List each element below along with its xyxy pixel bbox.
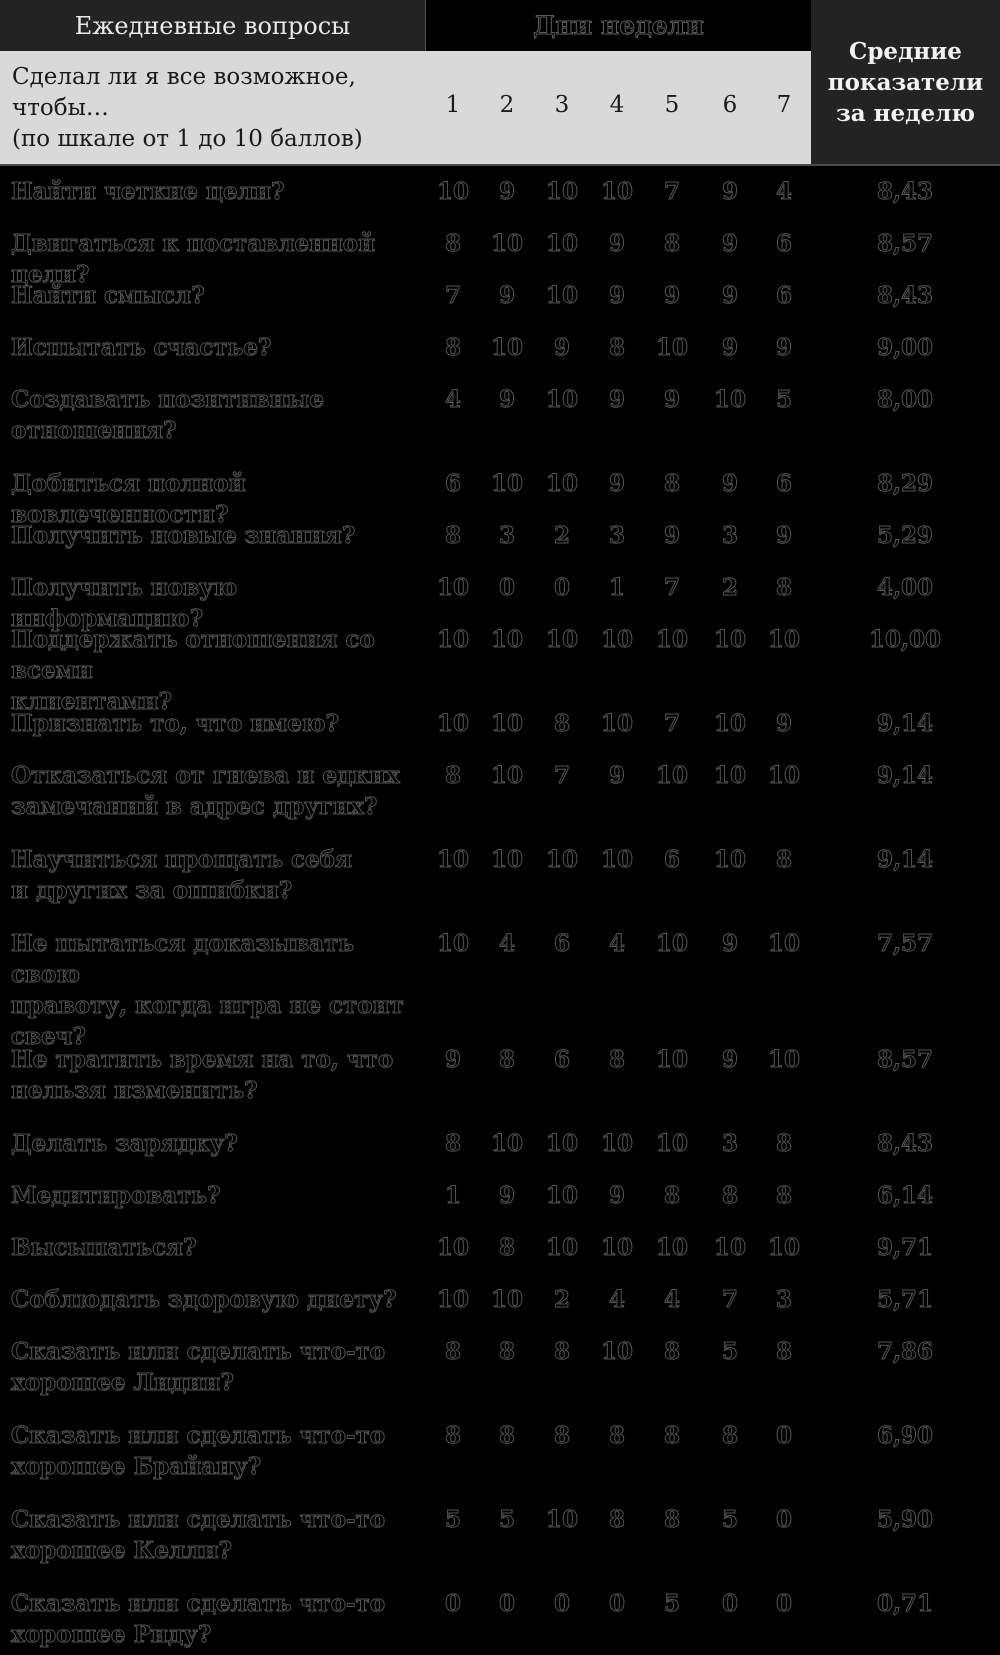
day-score-1: 8 [444, 1422, 461, 1449]
day-score-2: 9 [498, 282, 515, 309]
day-score-7: 5 [775, 386, 792, 413]
day-header-2: 2 [499, 92, 515, 118]
weekly-average: 7,86 [876, 1338, 934, 1365]
day-score-1: 8 [444, 230, 461, 257]
day-score-3: 10 [545, 1182, 578, 1209]
day-score-7: 8 [775, 1182, 792, 1209]
day-score-4: 10 [600, 1234, 633, 1261]
weekdays-header: Дни недели [426, 0, 811, 51]
question-text: Создавать позитивные отношения? [11, 386, 325, 444]
day-score-1: 10 [436, 574, 469, 601]
day-score-5: 8 [663, 1422, 680, 1449]
day-score-6: 9 [721, 230, 738, 257]
weekly-average: 8,57 [876, 230, 934, 257]
day-score-7: 10 [767, 762, 800, 789]
day-score-2: 10 [490, 626, 523, 653]
day-score-1: 8 [444, 1130, 461, 1157]
day-score-5: 10 [655, 762, 688, 789]
question-text: Сказать или сделать что-то хорошее Брайану? [11, 1422, 386, 1480]
day-score-5: 10 [655, 1046, 688, 1073]
weekly-average: 5,71 [876, 1286, 934, 1313]
day-score-4: 10 [600, 846, 633, 873]
day-score-1: 10 [436, 930, 469, 957]
day-score-5: 10 [655, 1234, 688, 1261]
day-score-4: 10 [600, 710, 633, 737]
day-score-4: 4 [608, 930, 625, 957]
question-text: Делать зарядку? [11, 1130, 238, 1157]
day-header-7: 7 [776, 92, 792, 118]
weekly-average: 5,90 [876, 1506, 934, 1533]
day-score-6: 8 [721, 1422, 738, 1449]
day-score-1: 10 [436, 626, 469, 653]
weekly-average: 8,43 [876, 282, 934, 309]
day-score-4: 8 [608, 334, 625, 361]
day-score-1: 0 [444, 1590, 461, 1617]
day-score-3: 10 [545, 1234, 578, 1261]
day-score-5: 9 [663, 386, 680, 413]
question-text: Найти четкие цели? [11, 178, 285, 205]
day-score-3: 10 [545, 846, 578, 873]
day-score-6: 3 [721, 1130, 738, 1157]
day-score-4: 8 [608, 1046, 625, 1073]
day-score-1: 8 [444, 522, 461, 549]
question-text: Испытать счастье? [11, 334, 272, 361]
day-score-4: 9 [608, 230, 625, 257]
day-score-2: 10 [490, 334, 523, 361]
question-text: Соблюдать здоровую диету? [11, 1286, 397, 1313]
day-score-2: 4 [498, 930, 515, 957]
day-score-4: 4 [608, 1286, 625, 1313]
question-text: Сказать или сделать что-то хорошее Риду? [11, 1590, 386, 1648]
day-score-2: 10 [490, 762, 523, 789]
day-score-4: 0 [608, 1590, 625, 1617]
question-text: Не пытаться доказывать свою правоту, когда игра не стоит свеч? [11, 930, 404, 1050]
weekly-average: 9,00 [876, 334, 934, 361]
day-score-6: 9 [721, 334, 738, 361]
day-score-4: 9 [608, 1182, 625, 1209]
day-score-2: 0 [498, 1590, 515, 1617]
day-score-7: 9 [775, 522, 792, 549]
day-score-2: 10 [490, 1286, 523, 1313]
day-score-6: 10 [713, 386, 746, 413]
day-score-3: 10 [545, 1506, 578, 1533]
day-score-7: 6 [775, 282, 792, 309]
day-score-5: 6 [663, 846, 680, 873]
day-score-7: 9 [775, 334, 792, 361]
day-score-5: 10 [655, 1130, 688, 1157]
question-text: Медитировать? [11, 1182, 221, 1209]
day-score-5: 8 [663, 1506, 680, 1533]
question-text: Добиться полной вовлеченности? [11, 470, 246, 528]
day-score-4: 9 [608, 386, 625, 413]
day-score-5: 8 [663, 1338, 680, 1365]
day-score-5: 9 [663, 522, 680, 549]
day-score-5: 8 [663, 230, 680, 257]
day-score-1: 1 [444, 1182, 461, 1209]
day-score-1: 10 [436, 178, 469, 205]
day-score-3: 8 [553, 710, 570, 737]
weekly-average: 0,71 [876, 1590, 934, 1617]
day-header-4: 4 [609, 92, 625, 118]
weekly-average: 8,43 [876, 1130, 934, 1157]
weekly-average: 5,29 [876, 522, 934, 549]
day-score-3: 8 [553, 1338, 570, 1365]
day-score-3: 2 [553, 1286, 570, 1313]
question-prompt: Сделал ли я все возможное, чтобы… (по шкале от 1 до 10 баллов) [12, 64, 363, 152]
day-score-2: 9 [498, 386, 515, 413]
day-score-1: 4 [444, 386, 461, 413]
day-score-6: 10 [713, 762, 746, 789]
day-score-7: 0 [775, 1506, 792, 1533]
day-score-6: 10 [713, 846, 746, 873]
day-score-2: 10 [490, 230, 523, 257]
day-score-1: 5 [444, 1506, 461, 1533]
day-score-2: 10 [490, 470, 523, 497]
day-score-7: 10 [767, 1234, 800, 1261]
day-score-2: 8 [498, 1338, 515, 1365]
day-score-4: 10 [600, 1130, 633, 1157]
header-divider [0, 164, 1000, 166]
day-score-5: 8 [663, 1182, 680, 1209]
day-score-7: 8 [775, 1130, 792, 1157]
day-score-2: 5 [498, 1506, 515, 1533]
day-score-4: 1 [608, 574, 625, 601]
day-score-2: 9 [498, 1182, 515, 1209]
day-score-7: 3 [775, 1286, 792, 1313]
day-score-7: 9 [775, 710, 792, 737]
question-text: Поддержать отношения со всеми клиентами? [11, 626, 375, 715]
day-score-7: 0 [775, 1422, 792, 1449]
day-score-5: 7 [663, 710, 680, 737]
weekly-average: 9,14 [876, 762, 934, 789]
day-score-3: 8 [553, 1422, 570, 1449]
day-score-3: 10 [545, 230, 578, 257]
weekly-average: 9,14 [876, 710, 934, 737]
day-score-1: 10 [436, 710, 469, 737]
day-score-1: 8 [444, 334, 461, 361]
day-score-7: 8 [775, 846, 792, 873]
day-score-3: 6 [553, 930, 570, 957]
day-score-7: 10 [767, 930, 800, 957]
weekly-average: 6,14 [876, 1182, 934, 1209]
day-score-3: 2 [553, 522, 570, 549]
day-score-3: 9 [553, 334, 570, 361]
day-score-2: 10 [490, 1130, 523, 1157]
day-score-4: 10 [600, 626, 633, 653]
weekly-average: 9,14 [876, 846, 934, 873]
day-score-6: 5 [721, 1506, 738, 1533]
day-score-6: 5 [721, 1338, 738, 1365]
day-score-6: 0 [721, 1590, 738, 1617]
day-score-5: 9 [663, 282, 680, 309]
day-score-3: 10 [545, 626, 578, 653]
question-text: Получить новые знания? [11, 522, 356, 549]
day-header-1: 1 [445, 92, 461, 118]
day-score-4: 10 [600, 1338, 633, 1365]
day-score-2: 8 [498, 1046, 515, 1073]
day-score-6: 9 [721, 470, 738, 497]
day-score-5: 10 [655, 930, 688, 957]
day-score-4: 10 [600, 178, 633, 205]
question-text: Не тратить время на то, что нельзя изменить? [11, 1046, 394, 1104]
day-score-4: 8 [608, 1506, 625, 1533]
weekly-average: 6,90 [876, 1422, 934, 1449]
day-score-7: 0 [775, 1590, 792, 1617]
day-score-5: 10 [655, 626, 688, 653]
day-score-3: 10 [545, 470, 578, 497]
day-score-5: 8 [663, 470, 680, 497]
daily-questions-header: Ежедневные вопросы [0, 0, 426, 51]
day-score-4: 8 [608, 1422, 625, 1449]
day-score-4: 9 [608, 282, 625, 309]
day-score-3: 10 [545, 282, 578, 309]
day-score-3: 10 [545, 386, 578, 413]
question-text: Двигаться к поставленной цели? [11, 230, 376, 288]
weekly-average: 10,00 [868, 626, 942, 653]
question-text: Сказать или сделать что-то хорошее Лидии? [11, 1338, 386, 1396]
day-score-6: 2 [721, 574, 738, 601]
day-score-1: 7 [444, 282, 461, 309]
day-score-1: 9 [444, 1046, 461, 1073]
day-score-3: 10 [545, 178, 578, 205]
day-score-2: 10 [490, 710, 523, 737]
day-score-3: 0 [553, 1590, 570, 1617]
day-score-6: 9 [721, 178, 738, 205]
day-score-1: 8 [444, 1338, 461, 1365]
day-score-6: 10 [713, 626, 746, 653]
weekly-average: 8,57 [876, 1046, 934, 1073]
day-score-6: 8 [721, 1182, 738, 1209]
day-score-2: 9 [498, 178, 515, 205]
day-header-5: 5 [664, 92, 680, 118]
question-text: Сказать или сделать что-то хорошее Келли? [11, 1506, 386, 1564]
day-score-2: 0 [498, 574, 515, 601]
day-score-7: 6 [775, 230, 792, 257]
day-score-5: 7 [663, 178, 680, 205]
question-text: Признать то, что имею? [11, 710, 339, 737]
day-score-4: 3 [608, 522, 625, 549]
day-score-1: 10 [436, 1286, 469, 1313]
day-score-5: 7 [663, 574, 680, 601]
question-text: Найти смысл? [11, 282, 205, 309]
weekly-average: 4,00 [876, 574, 934, 601]
weekly-averages-header: Средние показатели за неделю [811, 0, 1000, 165]
day-score-6: 7 [721, 1286, 738, 1313]
day-score-3: 10 [545, 1130, 578, 1157]
weekly-average: 8,43 [876, 178, 934, 205]
day-header-6: 6 [722, 92, 738, 118]
day-header-3: 3 [554, 92, 570, 118]
day-score-4: 9 [608, 470, 625, 497]
day-score-7: 10 [767, 626, 800, 653]
day-score-2: 10 [490, 846, 523, 873]
question-text: Научиться прощать себя и других за ошибки? [11, 846, 353, 904]
day-score-7: 8 [775, 1338, 792, 1365]
question-text: Получить новую информацию? [11, 574, 238, 632]
day-score-2: 8 [498, 1234, 515, 1261]
question-text: Высыпаться? [11, 1234, 197, 1261]
day-score-2: 8 [498, 1422, 515, 1449]
day-score-2: 3 [498, 522, 515, 549]
day-score-1: 6 [444, 470, 461, 497]
day-score-7: 8 [775, 574, 792, 601]
day-score-5: 10 [655, 334, 688, 361]
day-score-5: 5 [663, 1590, 680, 1617]
weekly-average: 8,00 [876, 386, 934, 413]
day-score-1: 10 [436, 1234, 469, 1261]
day-score-7: 4 [775, 178, 792, 205]
day-score-6: 10 [713, 710, 746, 737]
day-score-6: 9 [721, 1046, 738, 1073]
day-score-6: 9 [721, 282, 738, 309]
day-score-6: 9 [721, 930, 738, 957]
day-score-6: 3 [721, 522, 738, 549]
day-score-4: 9 [608, 762, 625, 789]
weekly-average: 7,57 [876, 930, 934, 957]
question-text: Отказаться от гнева и едких замечаний в адрес других? [11, 762, 400, 820]
day-score-3: 0 [553, 574, 570, 601]
day-score-3: 6 [553, 1046, 570, 1073]
day-score-1: 10 [436, 846, 469, 873]
weekly-average: 8,29 [876, 470, 934, 497]
day-score-5: 4 [663, 1286, 680, 1313]
weekly-average: 9,71 [876, 1234, 934, 1261]
day-score-7: 10 [767, 1046, 800, 1073]
day-score-6: 10 [713, 1234, 746, 1261]
day-score-3: 7 [553, 762, 570, 789]
day-score-7: 6 [775, 470, 792, 497]
day-score-1: 8 [444, 762, 461, 789]
